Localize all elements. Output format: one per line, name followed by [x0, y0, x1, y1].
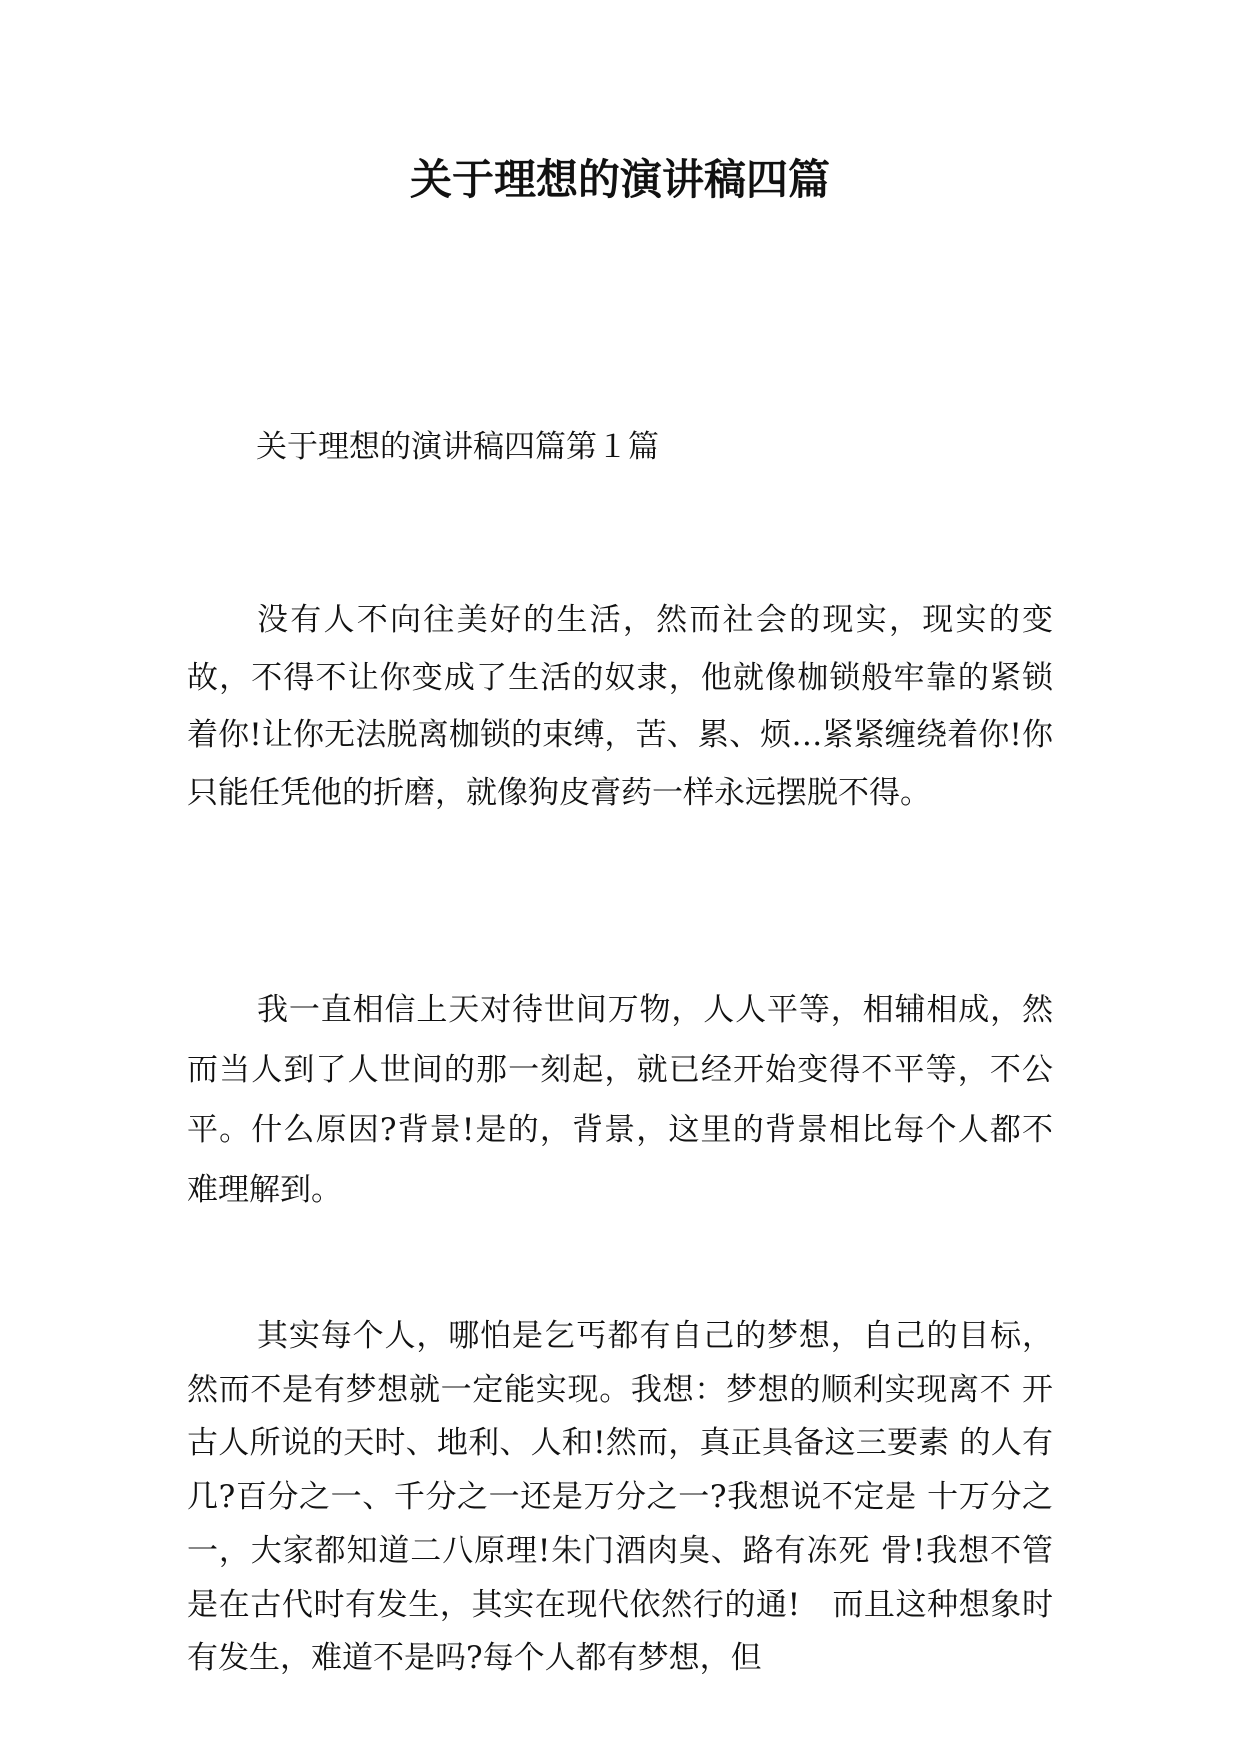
document-title: 关于理想的演讲稿四篇 [409, 155, 830, 204]
paragraph-1: 没有人不向往美好的生活，然而社会的现实，现实的变故，不得不让你变成了生活的奴隶，他就像枷锁般牢靠的紧锁着你!让你无法脱离枷锁的束缚，苦、累、烦…紧紧缠绕着你!你只能任凭他的折磨，就像狗皮膏药一样永远摆脱不得。 [187, 602, 1053, 811]
section-heading: 关于理想的演讲稿四篇第１篇 [256, 429, 659, 465]
paragraph-2: 我一直相信上天对待世间万物，人人平等，相辅相成，然而当人到了人世间的那一刻起，就已经开始变得不平等，不公平。什么原因?背景!是的，背景，这里的背景相比每个人都不难理解到。 [187, 992, 1053, 1208]
paragraph-3: 其实每个人，哪怕是乞丐都有自己的梦想，自己的目标， 然而不是有梦想就一定能实现。我想：梦想的顺利实现离不 开古人所说的天时、地利、人和!然而，真正具备这三要素 的人有几?百分之一、千分之一还是万分之一?我想说不定是 十万分之一，大家都知道二八原理!朱门酒肉臭、路有冻死 骨!我想不管是在古代时有发生，其实在现代依然行的通! 而且这种想象时有发生，难道不是吗?每个人都有梦想，但 [187, 1318, 1053, 1677]
